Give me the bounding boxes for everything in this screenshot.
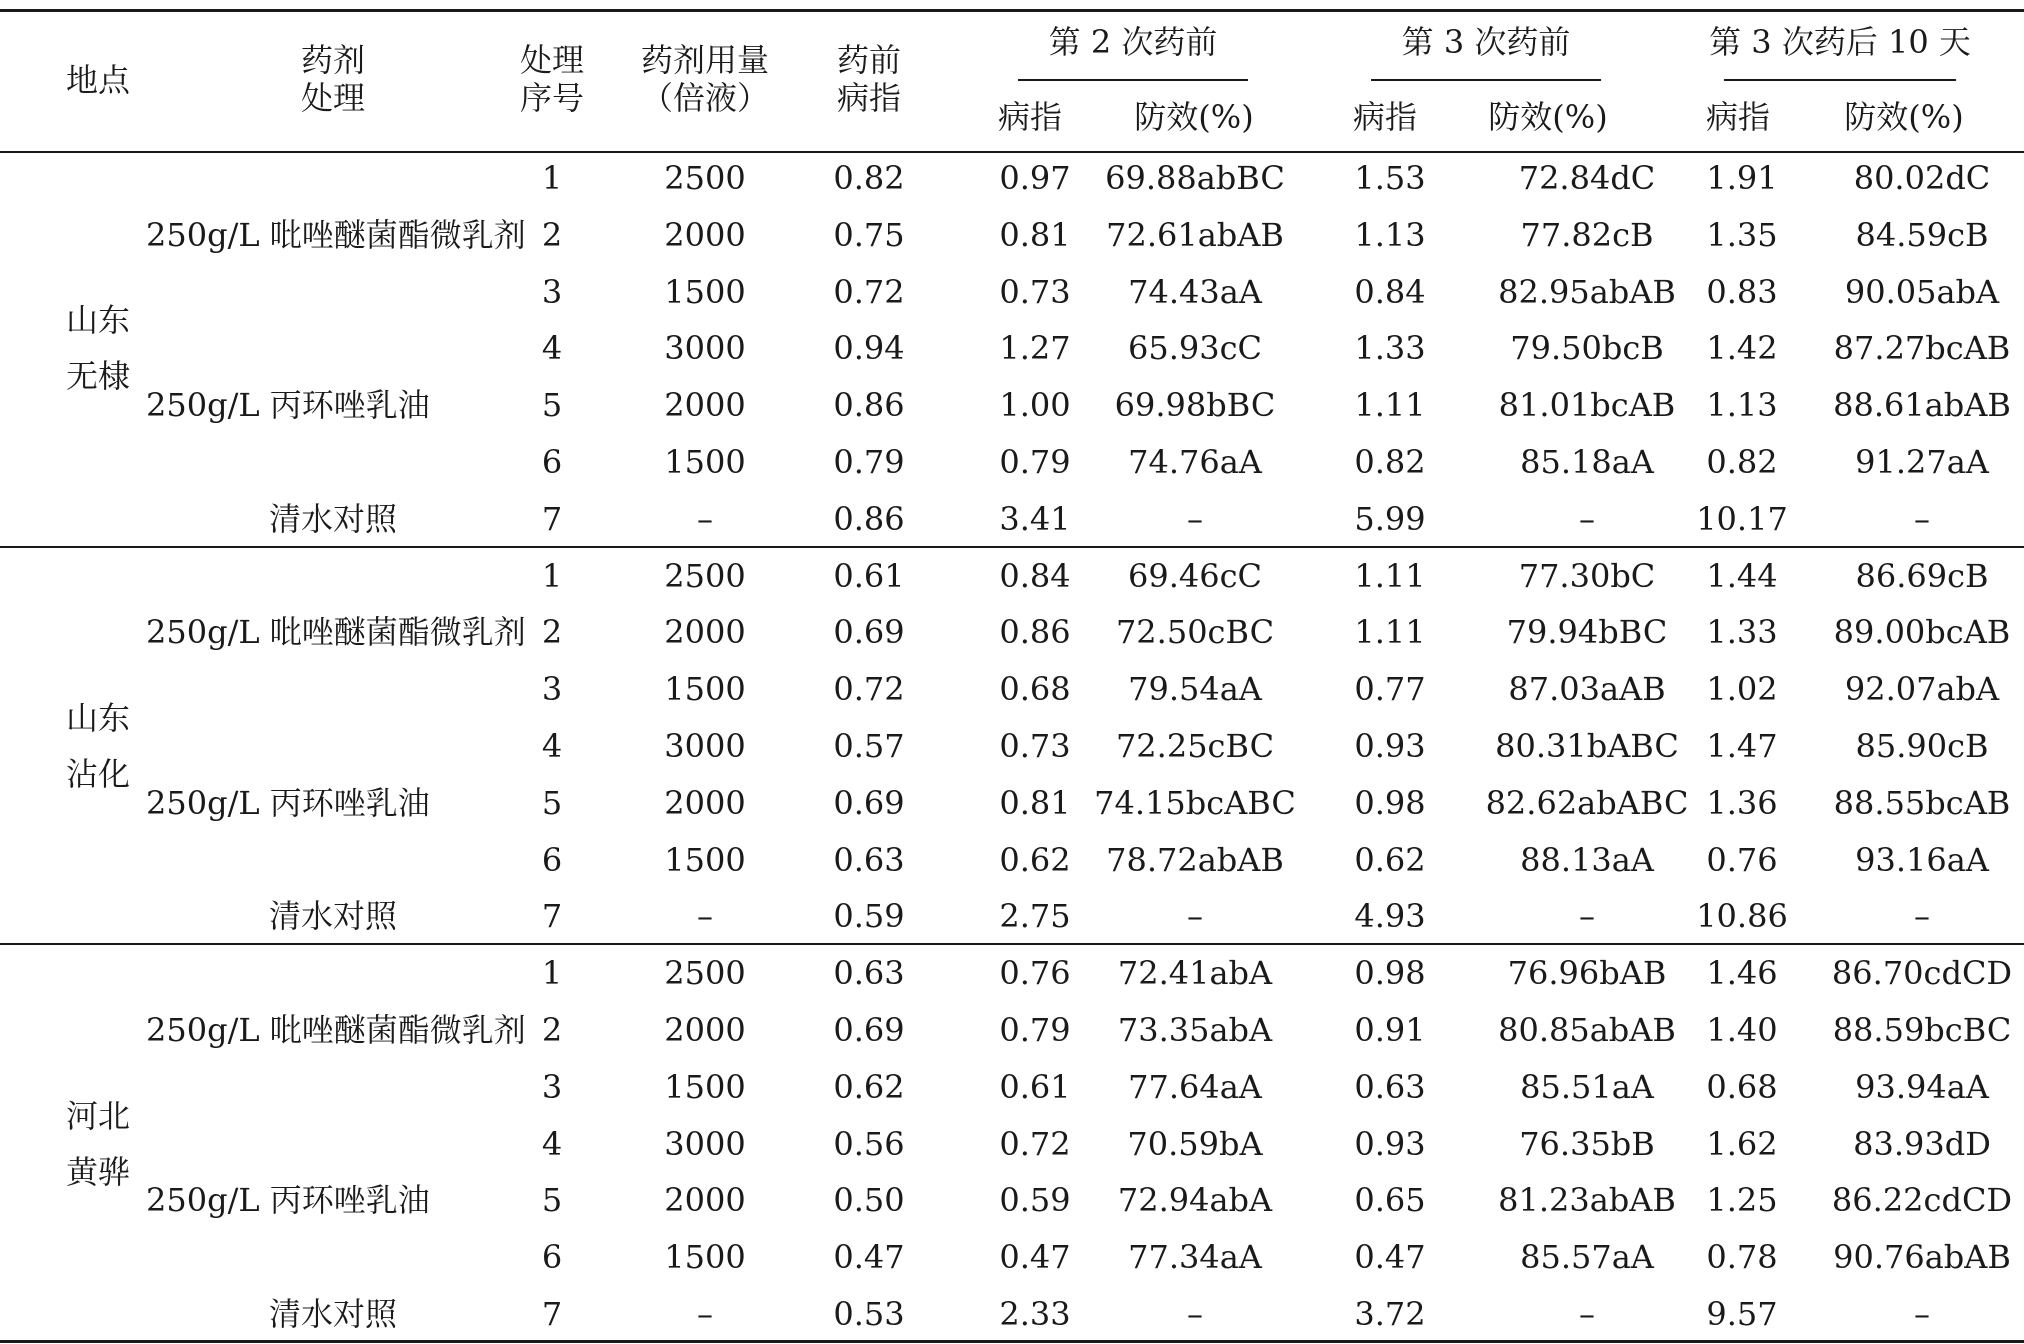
control-label: 清水对照 (268, 499, 398, 538)
effect2-cell: 70.59bA (1127, 1124, 1263, 1163)
index3-cell: 0.82 (1354, 443, 1426, 481)
dose-cell: 3000 (664, 1124, 746, 1163)
header-sub-effect: 防效(%) (1488, 98, 1608, 136)
seq-cell: 3 (541, 1067, 563, 1106)
effect3after-cell: 84.59cB (1855, 215, 1989, 254)
effect3-cell: 77.82cB (1520, 215, 1654, 254)
effect2-cell: 74.76aA (1128, 443, 1262, 481)
dose-cell: 1500 (664, 670, 746, 709)
header-group3: 第 3 次药前 (1401, 23, 1571, 61)
pre-index-cell: 0.86 (833, 499, 905, 538)
index3-cell: 0.98 (1354, 954, 1426, 993)
effect3-cell: 79.50bcB (1510, 329, 1664, 368)
pre-index-cell: 0.69 (833, 1011, 905, 1049)
effect3-cell: 87.03aAB (1508, 670, 1666, 709)
index2-cell: 0.81 (999, 215, 1071, 254)
header-sub-effect: 防效(%) (1844, 98, 1964, 136)
effect3-cell: 82.62abABC (1485, 783, 1689, 822)
effect2-cell: 72.25cBC (1115, 727, 1275, 765)
seq-cell: 1 (541, 556, 563, 595)
effect2-cell: 72.61abAB (1106, 215, 1284, 254)
index3after-cell: 0.76 (1706, 840, 1778, 879)
seq-cell: 6 (541, 1238, 563, 1277)
effect2-cell: 77.64aA (1128, 1067, 1262, 1106)
effect2-cell: 65.93cC (1127, 329, 1263, 368)
header-group2: 第 2 次药前 (1048, 23, 1218, 61)
index3-cell: 1.11 (1354, 386, 1426, 425)
index2-cell: 3.41 (999, 499, 1071, 538)
pre-index-cell: 0.61 (833, 556, 905, 595)
effect3after-cell: 92.07abA (1844, 670, 2000, 709)
index3after-cell: 0.68 (1706, 1067, 1778, 1106)
effect3after-cell: 83.93dD (1853, 1124, 1991, 1163)
seq-cell: 1 (541, 954, 563, 993)
dose-cell: 1500 (664, 443, 746, 481)
site-name: 沾化 (65, 755, 131, 793)
seq-cell: 1 (541, 159, 563, 197)
index3-cell: 3.72 (1354, 1295, 1426, 1333)
index3-cell: 0.63 (1354, 1067, 1426, 1106)
effect3-cell: – (1579, 499, 1595, 538)
index2-cell: 1.27 (999, 329, 1071, 368)
effect3-cell: 79.94bBC (1506, 613, 1668, 652)
index3-cell: 0.91 (1354, 1011, 1426, 1049)
effect3after-cell: 88.55bcAB (1833, 783, 2011, 822)
pre-index-cell: 0.72 (833, 272, 905, 311)
effect3-cell: 80.85abAB (1498, 1011, 1676, 1049)
effect2-cell: 77.34aA (1128, 1238, 1262, 1277)
pre-index-cell: 0.69 (833, 613, 905, 652)
dose-cell: 1500 (664, 840, 746, 879)
index3-cell: 0.77 (1354, 670, 1426, 709)
effect3after-cell: 88.61abAB (1833, 386, 2011, 425)
seq-cell: 2 (541, 1011, 563, 1049)
dose-cell: 1500 (664, 1238, 746, 1277)
effect2-cell: – (1187, 897, 1203, 936)
index2-cell: 0.81 (999, 783, 1071, 822)
index3after-cell: 1.25 (1706, 1181, 1778, 1220)
index2-cell: 0.62 (999, 840, 1071, 879)
dose-cell: 2000 (664, 1011, 746, 1049)
seq-cell: 7 (541, 499, 563, 538)
index3-cell: 0.84 (1354, 272, 1426, 311)
index3after-cell: 1.02 (1706, 670, 1778, 709)
seq-cell: 4 (541, 727, 563, 765)
index3after-cell: 1.35 (1706, 215, 1778, 254)
header-sub-index: 病指 (1705, 98, 1771, 136)
index2-cell: 0.61 (999, 1067, 1071, 1106)
effect3-cell: 82.95abAB (1498, 272, 1676, 311)
index3after-cell: 1.46 (1706, 954, 1778, 993)
effect3-cell: 85.57aA (1520, 1238, 1654, 1277)
index2-cell: 0.79 (999, 443, 1071, 481)
effect2-cell: – (1187, 499, 1203, 538)
effect3-cell: 76.35bB (1519, 1124, 1655, 1163)
header-treatment: 处理 (300, 79, 366, 117)
top-rule (0, 9, 2024, 12)
pre-index-cell: 0.59 (833, 897, 905, 936)
pre-index-cell: 0.62 (833, 1067, 905, 1106)
index3-cell: 0.98 (1354, 783, 1426, 822)
dose-cell: 1500 (664, 272, 746, 311)
effect3after-cell: 86.22cdCD (1831, 1181, 2013, 1220)
effect3after-cell: – (1914, 1295, 1930, 1333)
effect3after-cell: 87.27bcAB (1833, 329, 2011, 368)
index3after-cell: 1.47 (1706, 727, 1778, 765)
pre-index-cell: 0.57 (833, 727, 905, 765)
agent-name: 250g/L 丙环唑乳油 (146, 386, 430, 425)
index3-cell: 0.47 (1354, 1238, 1426, 1277)
header-treatment: 药剂 (300, 41, 366, 79)
effect3after-cell: 93.16aA (1855, 840, 1989, 879)
pre-index-cell: 0.79 (833, 443, 905, 481)
control-label: 清水对照 (268, 897, 398, 936)
dose-cell: 2000 (664, 1181, 746, 1220)
index3after-cell: 1.40 (1706, 1011, 1778, 1049)
pre-index-cell: 0.75 (833, 215, 905, 254)
pre-index-cell: 0.50 (833, 1181, 905, 1220)
index2-cell: 0.84 (999, 556, 1071, 595)
dose-cell: 2500 (664, 159, 746, 197)
header-sub-index: 病指 (997, 98, 1063, 136)
effect2-cell: 73.35abA (1117, 1011, 1273, 1049)
effect2-cell: 69.98bBC (1114, 386, 1276, 425)
index3after-cell: 10.17 (1696, 499, 1788, 538)
effect2-cell: 69.88abBC (1105, 159, 1285, 197)
seq-cell: 7 (541, 897, 563, 936)
seq-cell: 7 (541, 1295, 563, 1333)
effect3after-cell: – (1914, 499, 1930, 538)
index3-cell: 0.65 (1354, 1181, 1426, 1220)
index2-cell: 0.68 (999, 670, 1071, 709)
header-group3after: 第 3 次药后 10 天 (1709, 23, 1971, 61)
effect3after-cell: 86.69cB (1855, 556, 1989, 595)
index3after-cell: 0.78 (1706, 1238, 1778, 1277)
index3-cell: 1.13 (1354, 215, 1426, 254)
pre-index-cell: 0.63 (833, 954, 905, 993)
pre-index-cell: 0.86 (833, 386, 905, 425)
agent-name: 250g/L 吡唑醚菌酯微乳剂 (146, 215, 526, 254)
effect2-cell: 74.15bcABC (1094, 783, 1296, 822)
agent-name: 250g/L 吡唑醚菌酯微乳剂 (146, 613, 526, 652)
effect2-cell: 72.41abA (1117, 954, 1273, 993)
header-pre-index: 病指 (836, 79, 902, 117)
seq-cell: 5 (541, 386, 563, 425)
seq-cell: 5 (541, 783, 563, 822)
header-dose: （倍液） (640, 79, 770, 117)
seq-cell: 6 (541, 443, 563, 481)
header-location: 地点 (65, 61, 131, 99)
site-name: 山东 (65, 699, 131, 737)
bottom-rule (0, 1340, 2024, 1343)
effect3-cell: 85.51aA (1520, 1067, 1654, 1106)
header-bottom-rule (0, 151, 2024, 153)
site-divider (0, 546, 2024, 548)
pre-index-cell: 0.69 (833, 783, 905, 822)
header-pre-index: 药前 (836, 41, 902, 79)
control-label: 清水对照 (268, 1295, 398, 1333)
index3-cell: 1.53 (1354, 159, 1426, 197)
index2-cell: 1.00 (999, 386, 1071, 425)
effect3-cell: – (1579, 897, 1595, 936)
agent-name: 250g/L 丙环唑乳油 (146, 783, 430, 822)
index3after-cell: 1.91 (1706, 159, 1778, 197)
index3after-cell: 1.42 (1706, 329, 1778, 368)
effect3after-cell: 90.05abA (1844, 272, 2000, 311)
seq-cell: 2 (541, 215, 563, 254)
index2-cell: 0.73 (999, 727, 1071, 765)
seq-cell: 4 (541, 1124, 563, 1163)
index2-cell: 0.97 (999, 159, 1071, 197)
effect3after-cell: 88.59bcBC (1832, 1011, 2012, 1049)
dose-cell: 3000 (664, 727, 746, 765)
index3after-cell: 1.44 (1706, 556, 1778, 595)
index3after-cell: 9.57 (1706, 1295, 1778, 1333)
dose-cell: 3000 (664, 329, 746, 368)
seq-cell: 3 (541, 272, 563, 311)
group3-underline (1371, 79, 1601, 81)
site-name: 无棣 (65, 357, 131, 396)
dose-cell: – (697, 1295, 713, 1333)
site-name: 山东 (65, 301, 131, 340)
pre-index-cell: 0.94 (833, 329, 905, 368)
index2-cell: 0.73 (999, 272, 1071, 311)
effect3after-cell: 90.76abAB (1833, 1238, 2011, 1277)
index3after-cell: 1.13 (1706, 386, 1778, 425)
index3after-cell: 10.86 (1696, 897, 1788, 936)
effect3after-cell: 80.02dC (1853, 159, 1991, 197)
dose-cell: – (697, 499, 713, 538)
seq-cell: 4 (541, 329, 563, 368)
index3after-cell: 1.33 (1706, 613, 1778, 652)
site-divider (0, 943, 2024, 945)
group2-underline (1018, 79, 1248, 81)
dose-cell: 2500 (664, 954, 746, 993)
site-name: 黄骅 (65, 1152, 131, 1191)
seq-cell: 6 (541, 840, 563, 879)
effect3-cell: 81.23abAB (1498, 1181, 1676, 1220)
index2-cell: 0.59 (999, 1181, 1071, 1220)
effect3-cell: 77.30bC (1518, 556, 1656, 595)
dose-cell: 2500 (664, 556, 746, 595)
group3after-underline (1724, 79, 1956, 81)
effect3after-cell: 93.94aA (1855, 1067, 1989, 1106)
dose-cell: 2000 (664, 215, 746, 254)
index3after-cell: 1.62 (1706, 1124, 1778, 1163)
index2-cell: 2.75 (999, 897, 1071, 936)
index2-cell: 0.72 (999, 1124, 1071, 1163)
header-sub-index: 病指 (1352, 98, 1418, 136)
dose-cell: 2000 (664, 386, 746, 425)
effect3-cell: 81.01bcAB (1498, 386, 1676, 425)
effect3after-cell: 86.70cdCD (1831, 954, 2013, 993)
index2-cell: 0.47 (999, 1238, 1071, 1277)
index2-cell: 0.86 (999, 613, 1071, 652)
effect3after-cell: 85.90cB (1855, 727, 1989, 765)
pre-index-cell: 0.53 (833, 1295, 905, 1333)
pre-index-cell: 0.56 (833, 1124, 905, 1163)
effect3-cell: 80.31bABC (1495, 727, 1679, 765)
effect3after-cell: 91.27aA (1855, 443, 1989, 481)
header-dose: 药剂用量 (640, 41, 770, 79)
index3after-cell: 0.82 (1706, 443, 1778, 481)
agent-name: 250g/L 丙环唑乳油 (146, 1181, 430, 1220)
dose-cell: – (697, 897, 713, 936)
index3after-cell: 0.83 (1706, 272, 1778, 311)
dose-cell: 2000 (664, 613, 746, 652)
seq-cell: 3 (541, 670, 563, 709)
effect3-cell: – (1579, 1295, 1595, 1333)
pre-index-cell: 0.82 (833, 159, 905, 197)
effect2-cell: 69.46cC (1127, 556, 1263, 595)
index3-cell: 1.11 (1354, 613, 1426, 652)
site-name: 河北 (65, 1096, 131, 1135)
index3-cell: 5.99 (1354, 499, 1426, 538)
effect2-cell: 78.72abAB (1106, 840, 1284, 879)
index2-cell: 0.76 (999, 954, 1071, 993)
effect2-cell: 72.94abA (1117, 1181, 1273, 1220)
seq-cell: 2 (541, 613, 563, 652)
effect3after-cell: 89.00bcAB (1833, 613, 2011, 652)
effect3-cell: 85.18aA (1520, 443, 1654, 481)
effect3-cell: 76.96bAB (1507, 954, 1667, 993)
effect2-cell: 79.54aA (1128, 670, 1262, 709)
index2-cell: 0.79 (999, 1011, 1071, 1049)
pre-index-cell: 0.47 (833, 1238, 905, 1277)
index3-cell: 0.93 (1354, 1124, 1426, 1163)
agent-name: 250g/L 吡唑醚菌酯微乳剂 (146, 1011, 526, 1049)
pre-index-cell: 0.63 (833, 840, 905, 879)
index3-cell: 0.93 (1354, 727, 1426, 765)
effect2-cell: 74.43aA (1128, 272, 1262, 311)
seq-cell: 5 (541, 1181, 563, 1220)
index2-cell: 2.33 (999, 1295, 1071, 1333)
header-sub-effect: 防效(%) (1134, 98, 1254, 136)
effect2-cell: 72.50cBC (1115, 613, 1275, 652)
header-seq: 处理 (519, 41, 585, 79)
effect3-cell: 88.13aA (1520, 840, 1654, 879)
index3after-cell: 1.36 (1706, 783, 1778, 822)
effect3after-cell: – (1914, 897, 1930, 936)
index3-cell: 0.62 (1354, 840, 1426, 879)
index3-cell: 1.33 (1354, 329, 1426, 368)
index3-cell: 1.11 (1354, 556, 1426, 595)
header-seq: 序号 (519, 79, 585, 117)
effect2-cell: – (1187, 1295, 1203, 1333)
dose-cell: 2000 (664, 783, 746, 822)
effect3-cell: 72.84dC (1518, 159, 1656, 197)
index3-cell: 4.93 (1354, 897, 1426, 936)
dose-cell: 1500 (664, 1067, 746, 1106)
pre-index-cell: 0.72 (833, 670, 905, 709)
